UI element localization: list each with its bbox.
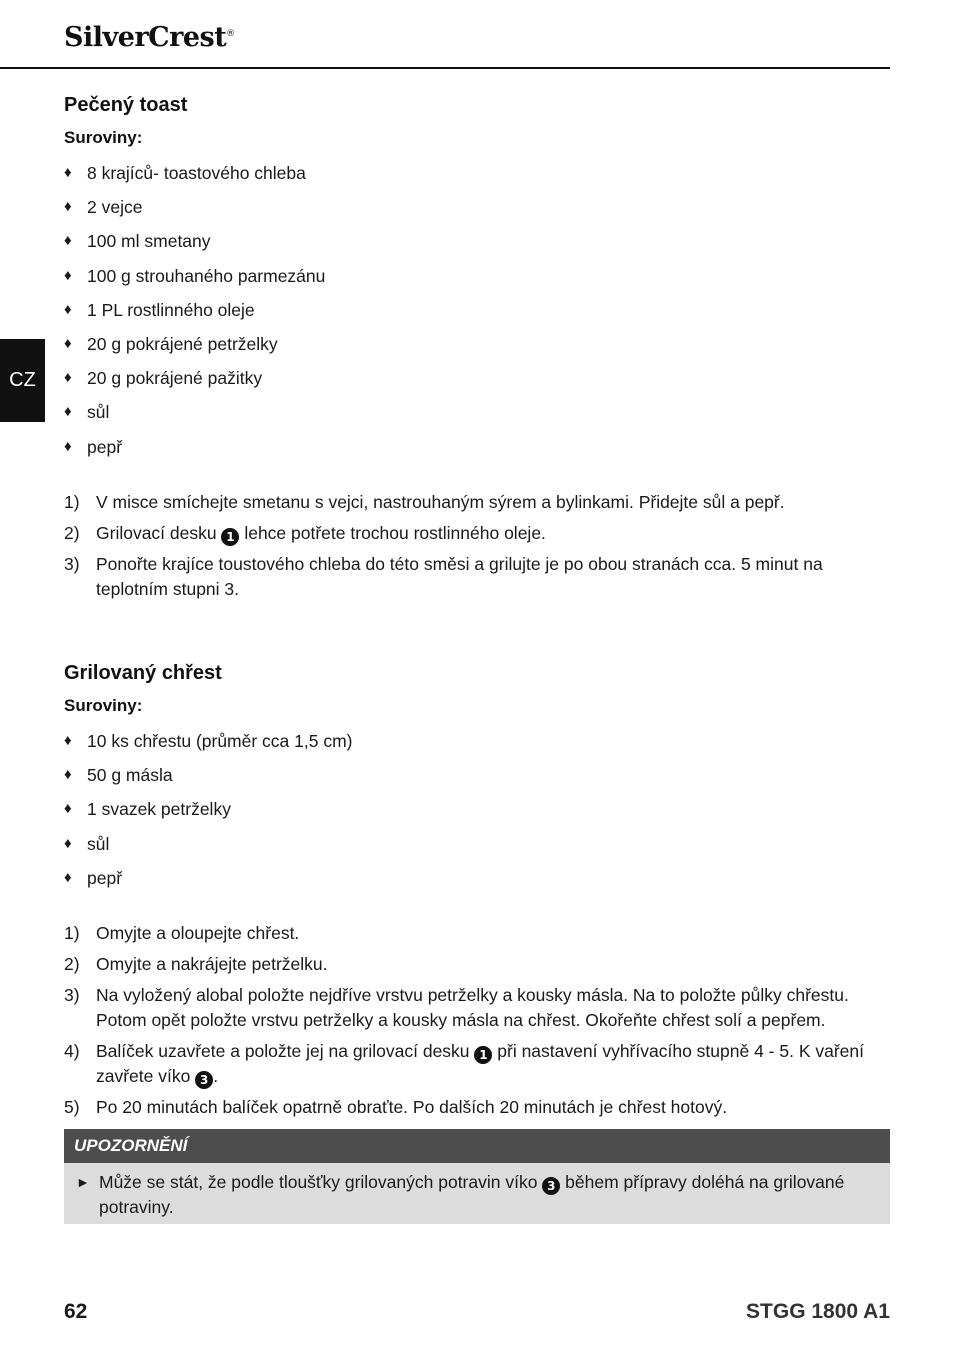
ingredient-text: pepř xyxy=(87,436,123,457)
ingredients-label-asparagus: Suroviny: xyxy=(64,696,143,715)
step-item xyxy=(64,952,890,977)
step-text: lehce potřete trochou rostlinného oleje. xyxy=(239,523,546,543)
ingredient-text: 100 ml smetany xyxy=(87,231,211,252)
step-item xyxy=(64,552,890,602)
ingredient-text: 100 g strouhaného parmezánu xyxy=(87,265,326,286)
list-item xyxy=(64,197,325,231)
list-item xyxy=(64,868,353,902)
step-number: 1) xyxy=(64,492,80,512)
page-number: 62 xyxy=(64,1300,88,1323)
diamond-bullet-icon: ♦ xyxy=(64,198,72,216)
notice-text: Může se stát, že podle tloušťky grilovaných potravin víko xyxy=(99,1172,543,1192)
step-item xyxy=(64,490,890,515)
notice-body xyxy=(64,1163,890,1224)
ingredient-text: sůl xyxy=(87,402,110,423)
ingredient-text: 50 g másla xyxy=(87,765,173,786)
notice-text: během přípravy doléhá na grilované potraviny. xyxy=(99,1172,845,1217)
list-item xyxy=(64,834,353,868)
ingredient-text: 2 vejce xyxy=(87,197,143,218)
diamond-bullet-icon: ♦ xyxy=(64,437,72,455)
part-ref-1-icon: 1 xyxy=(221,528,239,546)
registered-mark: ® xyxy=(226,29,235,39)
diamond-bullet-icon: ♦ xyxy=(64,266,72,284)
list-item xyxy=(64,163,325,197)
list-item xyxy=(64,402,325,436)
ingredient-text: sůl xyxy=(87,833,110,854)
step-text: Na vyložený alobal položte nejdříve vrstvu petrželky a kousky másla. Na to položte půlky chřestu. Potom opět položte vrstvu petrželky a kousky másla na chřest. Okořeňte chřest solí a pepřem. xyxy=(96,985,849,1030)
diamond-bullet-icon: ♦ xyxy=(64,732,72,749)
step-text: Po 20 minutách balíček opatrně obraťte. Po dalších 20 minutách je chřest hotový. xyxy=(96,1097,728,1117)
recipe-title-toast: Pečený toast xyxy=(64,94,188,116)
step-number: 1) xyxy=(64,923,80,943)
logo-text: SilverCrest xyxy=(64,22,227,53)
ingredient-text: 8 krajíců- toastového chleba xyxy=(87,163,306,183)
list-item xyxy=(64,334,325,368)
step-text: Omyjte a oloupejte chřest. xyxy=(96,923,300,943)
step-text: Balíček uzavřete a položte jej na grilovací desku xyxy=(96,1041,475,1061)
part-ref-3-icon: 3 xyxy=(542,1177,560,1195)
list-item xyxy=(64,266,325,300)
step-number: 5) xyxy=(64,1097,80,1117)
step-number: 2) xyxy=(64,523,80,543)
arrow-right-icon: ► xyxy=(76,1174,90,1190)
ingredient-text: 1 PL rostlinného oleje xyxy=(87,299,255,320)
notice-heading: UPOZORNĚNÍ xyxy=(64,1129,890,1163)
part-ref-3-icon: 3 xyxy=(195,1071,213,1089)
step-item xyxy=(64,521,890,546)
silvercrest-logo xyxy=(64,22,235,53)
part-ref-1-icon: 1 xyxy=(474,1046,492,1064)
step-text: Grilovací desku xyxy=(96,523,222,543)
step-item xyxy=(64,983,890,1033)
ingredient-text: 1 svazek petrželky xyxy=(87,799,231,820)
diamond-bullet-icon: ♦ xyxy=(64,232,72,250)
diamond-bullet-icon: ♦ xyxy=(64,164,72,181)
ingredients-list-toast xyxy=(64,163,325,471)
step-number: 3) xyxy=(64,985,80,1005)
diamond-bullet-icon: ♦ xyxy=(64,766,72,784)
ingredients-list-asparagus xyxy=(64,731,353,902)
ingredients-label-toast: Suroviny: xyxy=(64,128,143,147)
step-item xyxy=(64,1039,890,1089)
step-item xyxy=(64,1095,890,1120)
list-item xyxy=(64,731,353,765)
step-number: 2) xyxy=(64,954,80,974)
list-item xyxy=(64,231,325,265)
diamond-bullet-icon: ♦ xyxy=(64,369,72,387)
step-text: Omyjte a nakrájejte petrželku. xyxy=(96,954,328,974)
header-rule xyxy=(0,67,890,69)
diamond-bullet-icon: ♦ xyxy=(64,834,72,852)
diamond-bullet-icon: ♦ xyxy=(64,868,72,886)
list-item xyxy=(64,437,325,471)
step-text: Ponořte krajíce toustového chleba do této směsi a grilujte je po obou stranách cca. 5 minut na teplotním stupni 3. xyxy=(96,554,823,599)
ingredient-text: pepř xyxy=(87,867,123,888)
diamond-bullet-icon: ♦ xyxy=(64,403,72,421)
recipe-title-asparagus: Grilovaný chřest xyxy=(64,662,222,684)
steps-list-asparagus xyxy=(64,921,890,1126)
diamond-bullet-icon: ♦ xyxy=(64,334,72,352)
ingredient-text: 10 ks chřestu (průměr cca 1,5 cm) xyxy=(87,731,353,751)
step-number: 3) xyxy=(64,554,80,574)
ingredient-text: 20 g pokrájené petrželky xyxy=(87,333,278,354)
list-item xyxy=(64,300,325,334)
step-text: při nastavení vyhřívacího stupně 4 - 5. K vaření zavřete víko xyxy=(96,1041,864,1086)
ingredient-text: 20 g pokrájené pažitky xyxy=(87,368,263,389)
step-item xyxy=(64,921,890,946)
language-tab xyxy=(0,339,45,422)
list-item xyxy=(64,799,353,833)
language-tab-label: CZ xyxy=(9,369,36,391)
list-item xyxy=(64,765,353,799)
step-text: . xyxy=(213,1066,219,1086)
list-item xyxy=(64,368,325,402)
model-number: STGG 1800 A1 xyxy=(746,1300,890,1323)
step-number: 4) xyxy=(64,1041,80,1061)
diamond-bullet-icon: ♦ xyxy=(64,800,72,818)
steps-list-toast xyxy=(64,490,890,608)
step-text: V misce smíchejte smetanu s vejci, nastrouhaným sýrem a bylinkami. Přidejte sůl a pepř. xyxy=(96,492,785,512)
diamond-bullet-icon: ♦ xyxy=(64,300,72,318)
